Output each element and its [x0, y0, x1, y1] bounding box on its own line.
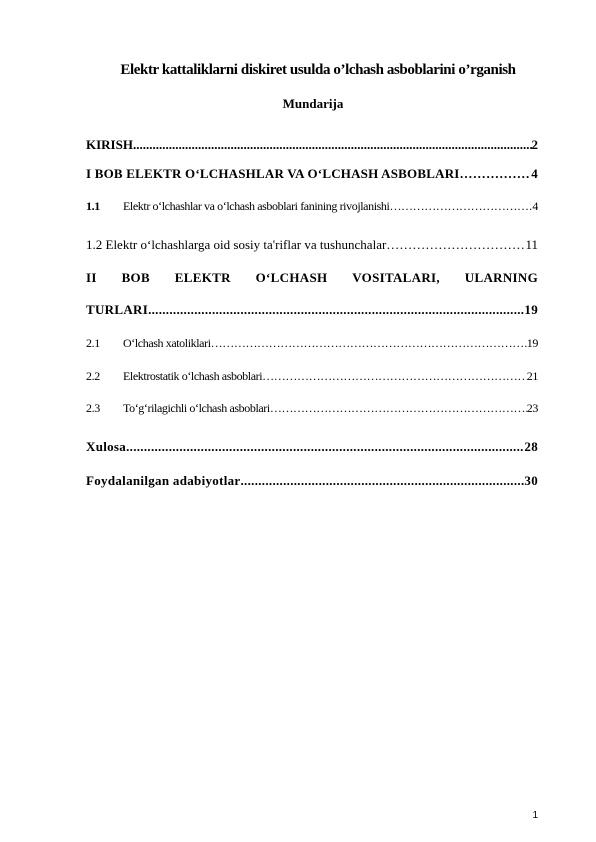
toc-label [86, 369, 262, 384]
toc-page: 30 [524, 473, 538, 488]
toc-text: Elektr o‘lchashlar va o‘lchash asboblari fanining rivojlanishi [123, 199, 390, 213]
toc-page: 19 [524, 302, 538, 317]
toc-entry-bob2-line2[interactable] [86, 302, 538, 318]
toc-leader [241, 473, 525, 489]
toc-word: O‘LCHASH [255, 270, 328, 285]
toc-leader [126, 439, 524, 455]
toc-page: 4 [532, 199, 538, 213]
toc-leader [133, 137, 532, 153]
page-number: 1 [532, 810, 538, 821]
toc-page: 2 [531, 137, 538, 152]
toc-word: ULARNING [464, 270, 538, 285]
toc-leader [148, 302, 524, 318]
toc-leader [270, 401, 527, 416]
toc-page: 23 [526, 401, 538, 415]
toc-entry-bob2-line1[interactable] [86, 270, 538, 286]
toc-label: I BOB ELEKTR O‘LCHASHLAR VA O‘LCHASH ASBOBLARI [86, 166, 460, 181]
toc-entry-2-1[interactable] [86, 336, 538, 351]
toc-number: 2.1 [86, 336, 100, 350]
toc-page: 21 [526, 369, 538, 383]
toc-label: Xulosa [86, 439, 127, 454]
toc-text: O‘lchash xatoliklari [123, 336, 211, 350]
toc-entry-bob1[interactable] [86, 166, 538, 182]
toc-word: VOSITALARI, [352, 270, 440, 285]
toc-label: 1.2 Elektr o‘lchashlarga oid sosiy ta'riflar va tushunchalar [86, 237, 387, 252]
toc-entry-2-2[interactable] [86, 369, 538, 384]
toc-label: Foydalanilgan adabiyotlar [86, 473, 241, 488]
toc-entry-2-3[interactable] [86, 401, 538, 416]
toc-entry-xulosa[interactable] [86, 439, 538, 455]
toc-number: 2.3 [86, 401, 100, 415]
toc-leader [386, 237, 525, 253]
toc-label: TURLARI [86, 302, 149, 317]
toc-entry-1-1[interactable] [86, 199, 538, 214]
toc-page: 11 [525, 237, 538, 252]
toc-entry-adabiyot[interactable] [86, 473, 538, 489]
toc-word: ELEKTR [174, 270, 231, 285]
toc-number: 1.1 [86, 199, 100, 213]
toc-page: 4 [531, 166, 538, 181]
toc-number: 2.2 [86, 369, 100, 383]
toc-entry-kirish[interactable] [86, 137, 538, 153]
toc-leader [460, 166, 532, 182]
toc-label [86, 199, 389, 214]
toc-page: 28 [524, 439, 538, 454]
toc-heading: Mundarija [282, 96, 344, 111]
toc-label [86, 336, 211, 351]
toc-label: KIRISH [86, 137, 133, 152]
toc-word: BOB [121, 270, 150, 285]
toc-leader [211, 336, 527, 351]
toc-text: Elektrostatik o‘lchash asboblari [123, 369, 263, 383]
document-title: Elektr kattaliklarni diskiret usulda o’lchash asboblarini o’rganish [120, 62, 516, 78]
toc-leader [389, 199, 532, 214]
toc-text: To‘g‘rilagichli o‘lchash asboblari [123, 401, 270, 415]
toc-page: 19 [526, 336, 538, 350]
toc-leader [262, 369, 527, 384]
toc-entry-1-2[interactable] [86, 237, 538, 253]
toc-label [86, 401, 270, 416]
toc-word: II [86, 270, 97, 285]
